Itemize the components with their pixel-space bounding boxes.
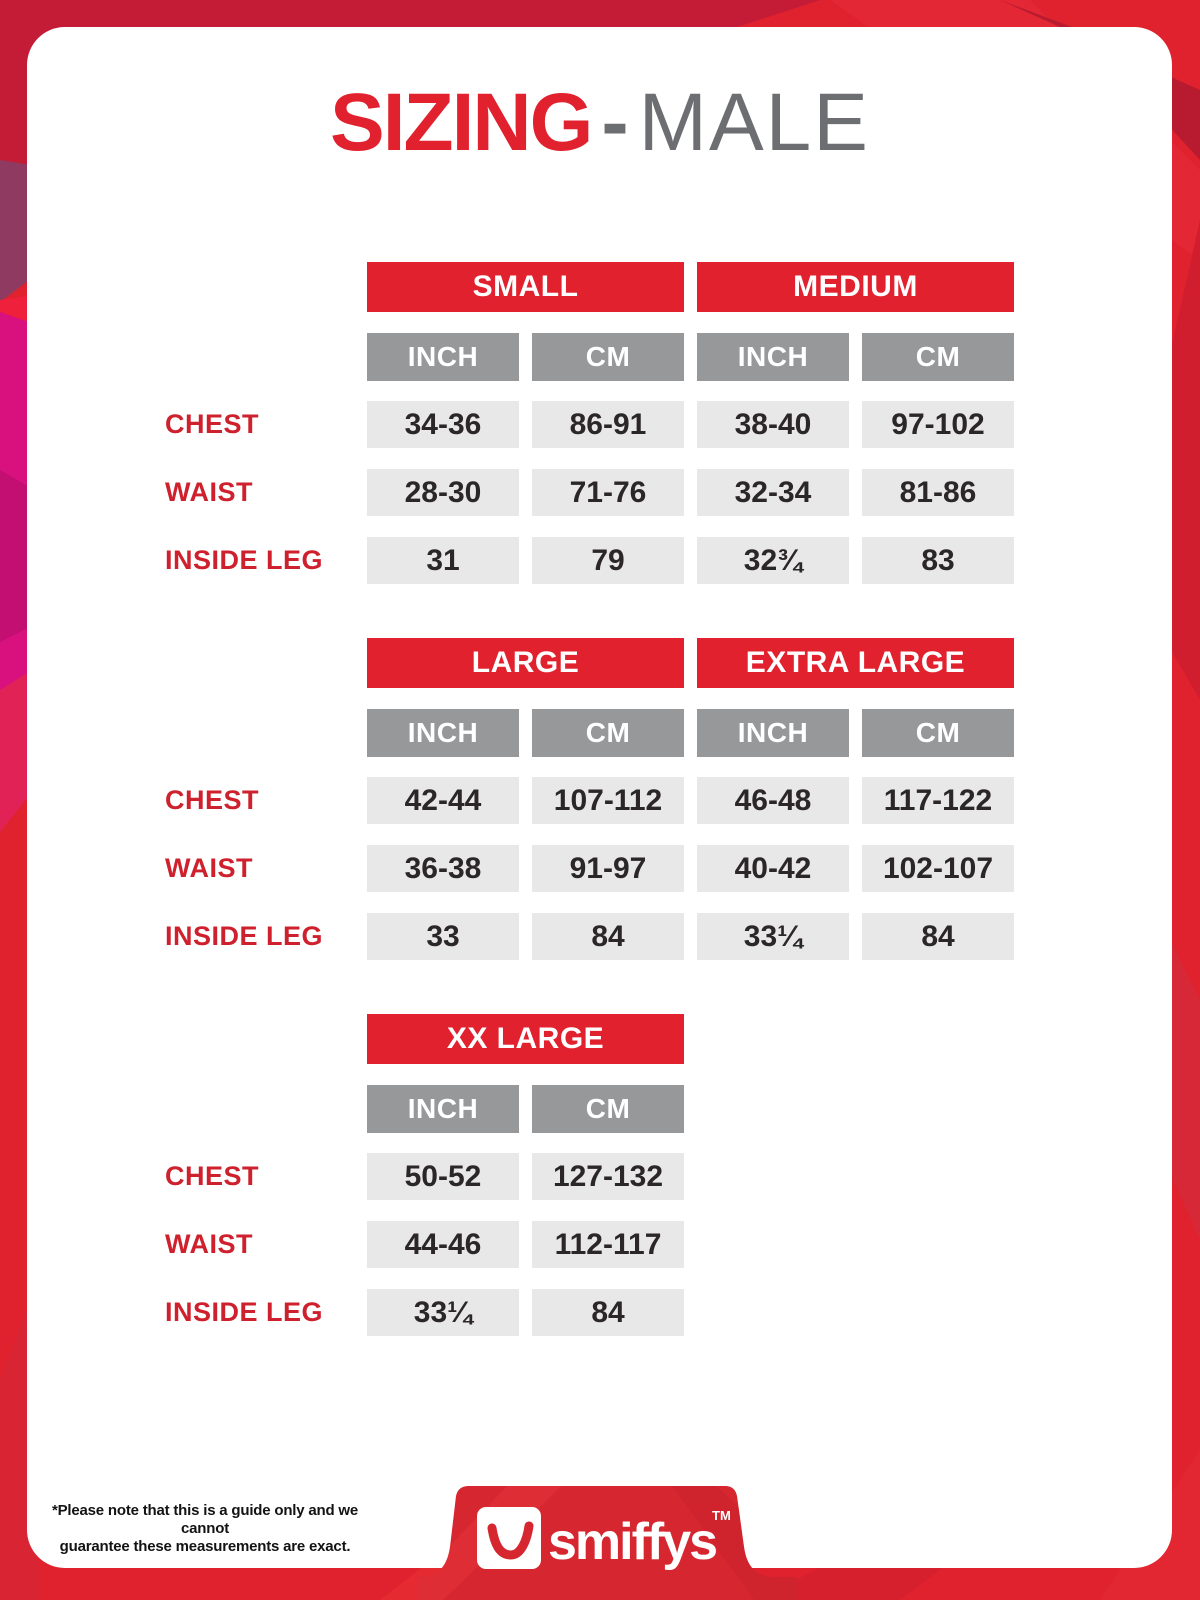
disclaimer-line-1: *Please note that this is a guide only and we cannot	[51, 1502, 359, 1537]
table-cell: 36-38	[367, 845, 519, 892]
unit-header-cm: CM	[532, 709, 684, 757]
table-row-inside-leg	[165, 537, 1025, 584]
table-cell: 42-44	[367, 777, 519, 824]
table-cell: 40-42	[697, 845, 849, 892]
unit-header-inch: INCH	[367, 709, 519, 757]
size-header-small: SMALL	[367, 262, 684, 312]
unit-header-cm: CM	[862, 333, 1014, 381]
size-header-extra-large: EXTRA LARGE	[697, 638, 1014, 688]
table-cell: 91-97	[532, 845, 684, 892]
disclaimer-note	[50, 1502, 360, 1556]
table-cell: 32¾	[697, 537, 849, 584]
table-cell: 107-112	[532, 777, 684, 824]
logo-wordmark: smiffys	[548, 1513, 717, 1571]
table-cell: 79	[532, 537, 684, 584]
table-cell: 84	[532, 913, 684, 960]
logo-trademark: TM	[712, 1508, 731, 1523]
unit-header-inch: INCH	[697, 333, 849, 381]
smiffys-logo	[418, 1480, 798, 1600]
header-spacer	[165, 1014, 367, 1064]
table-cell: 28-30	[367, 469, 519, 516]
size-header-xx-large: XX LARGE	[367, 1014, 684, 1064]
title-gender: MALE	[638, 77, 870, 168]
table-row-waist	[165, 845, 1025, 892]
title-separator: -	[601, 77, 629, 168]
table-cell: 84	[532, 1289, 684, 1336]
disclaimer-line-2: guarantee these measurements are exact.	[59, 1538, 351, 1555]
table-cell: 117-122	[862, 777, 1014, 824]
table-cell: 33	[367, 913, 519, 960]
table-cell: 86-91	[532, 401, 684, 448]
unit-header-cm: CM	[532, 1085, 684, 1133]
row-label: CHEST	[165, 409, 260, 439]
unit-header-cm: CM	[862, 709, 1014, 757]
table-cell: 81-86	[862, 469, 1014, 516]
header-spacer	[165, 638, 367, 688]
table-cell: 33¼	[367, 1289, 519, 1336]
table-row-chest	[165, 1153, 1025, 1200]
table-cell: 31	[367, 537, 519, 584]
row-label: WAIST	[165, 853, 253, 883]
size-table-large-xlarge	[165, 638, 1025, 960]
table-cell: 102-107	[862, 845, 1014, 892]
units-spacer	[165, 1085, 367, 1133]
title-sizing: SIZING	[330, 77, 592, 168]
units-spacer	[165, 333, 367, 381]
size-header-medium: MEDIUM	[697, 262, 1014, 312]
row-label: WAIST	[165, 477, 253, 507]
table-cell: 38-40	[697, 401, 849, 448]
table-cell: 32-34	[697, 469, 849, 516]
table-cell: 44-46	[367, 1221, 519, 1268]
table-row-inside-leg	[165, 913, 1025, 960]
header-spacer	[165, 262, 367, 312]
unit-header-inch: INCH	[697, 709, 849, 757]
size-header-large: LARGE	[367, 638, 684, 688]
table-row-waist	[165, 469, 1025, 516]
table-row-chest	[165, 401, 1025, 448]
table-cell: 33¼	[697, 913, 849, 960]
table-row-chest	[165, 777, 1025, 824]
row-label: CHEST	[165, 785, 260, 815]
table-cell: 97-102	[862, 401, 1014, 448]
unit-header-cm: CM	[532, 333, 684, 381]
table-cell: 34-36	[367, 401, 519, 448]
table-cell: 112-117	[532, 1221, 684, 1268]
logo-smile-box	[477, 1507, 541, 1569]
table-row-waist	[165, 1221, 1025, 1268]
table-cell: 127-132	[532, 1153, 684, 1200]
table-cell: 71-76	[532, 469, 684, 516]
row-label: INSIDE LEG	[165, 921, 324, 951]
row-label: CHEST	[165, 1161, 260, 1191]
units-spacer	[165, 709, 367, 757]
size-table-small-medium	[165, 262, 1025, 584]
table-cell: 83	[862, 537, 1014, 584]
table-cell: 84	[862, 913, 1014, 960]
table-cell: 46-48	[697, 777, 849, 824]
row-label: WAIST	[165, 1229, 253, 1259]
unit-header-inch: INCH	[367, 333, 519, 381]
table-row-inside-leg	[165, 1289, 1025, 1336]
table-cell: 50-52	[367, 1153, 519, 1200]
page-title	[0, 77, 1200, 168]
row-label: INSIDE LEG	[165, 1297, 324, 1327]
row-label: INSIDE LEG	[165, 545, 324, 575]
unit-header-inch: INCH	[367, 1085, 519, 1133]
size-table-xxlarge	[165, 1014, 1025, 1336]
